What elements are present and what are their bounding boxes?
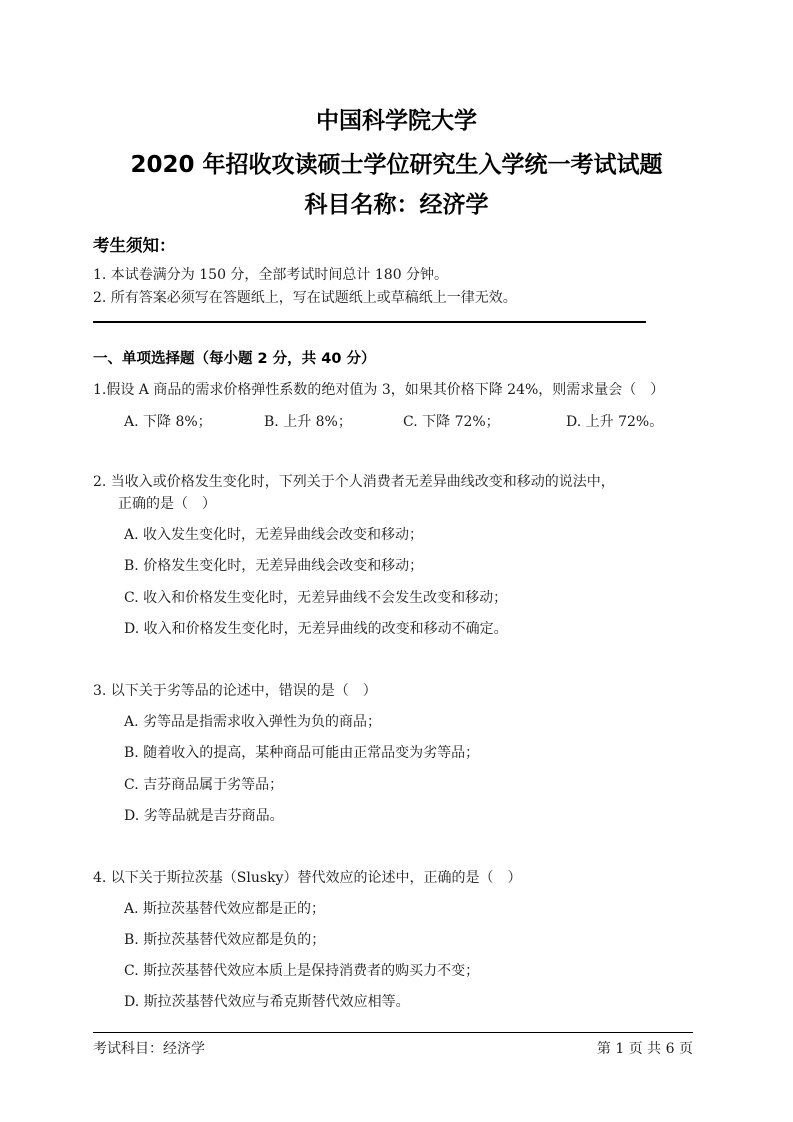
- university-title: 中国科学院大学: [316, 108, 477, 134]
- notice-item-2: 2. 所有答案必须写在答题纸上，写在试题纸上或草稿纸上一律无效。: [93, 290, 517, 306]
- question-1-stem: 1.假设 A 商品的需求价格弹性系数的绝对值为 3，如果其价格下降 24%，则需求量会（ ）: [93, 382, 665, 398]
- notice-item-1: 1. 本试卷满分为 150 分，全部考试时间总计 180 分钟。: [93, 267, 449, 283]
- question-2-stem-continued: 正确的是（ ）: [118, 496, 216, 512]
- question-2-option-c: C. 收入和价格发生变化时，无差异曲线不会发生改变和移动；: [124, 590, 508, 606]
- subject-title: 科目名称：经济学: [304, 192, 489, 218]
- exam-title: 2020 年招收攻读硕士学位研究生入学统一考试试题: [130, 152, 663, 178]
- footer-divider: [93, 1032, 693, 1033]
- question-2-option-d: D. 收入和价格发生变化时，无差异曲线的改变和移动不确定。: [124, 621, 508, 637]
- question-4-option-c: C. 斯拉茨基替代效应本质上是保持消费者的购买力不变；: [124, 963, 480, 979]
- question-3-stem: 3. 以下关于劣等品的论述中，错误的是（ ）: [93, 683, 377, 699]
- question-3-option-d: D. 劣等品就是吉芬商品。: [124, 808, 284, 824]
- question-2-stem: 2. 当收入或价格发生变化时，下列关于个人消费者无差异曲线改变和移动的说法中，: [93, 474, 615, 490]
- divider: [93, 321, 646, 323]
- question-1-option-c: C. 下降 72%；: [403, 414, 500, 430]
- footer-page-info: 第 1 页 共 6 页: [596, 1041, 693, 1057]
- question-1-option-d: D. 上升 72%。: [566, 414, 664, 430]
- question-3-option-c: C. 吉芬商品属于劣等品；: [124, 777, 284, 793]
- question-4-stem: 4. 以下关于斯拉茨基（Slusky）替代效应的论述中，正确的是（ ）: [93, 870, 522, 886]
- notice-title: 考生须知：: [93, 236, 176, 255]
- footer-subject: 考试科目：经济学: [93, 1041, 205, 1057]
- question-3-option-b: B. 随着收入的提高，某种商品可能由正常品变为劣等品；: [124, 745, 480, 761]
- question-1-option-a: A. 下降 8%；: [124, 414, 212, 430]
- section-title: 一、单项选择题（每小题 2 分，共 40 分）: [93, 351, 376, 367]
- question-1-option-b: B. 上升 8%；: [264, 414, 352, 430]
- question-3-option-a: A. 劣等品是指需求收入弹性为负的商品；: [124, 714, 382, 730]
- question-4-option-a: A. 斯拉茨基替代效应都是正的；: [124, 901, 326, 917]
- question-2-option-b: B. 价格发生变化时，无差异曲线会改变和移动；: [124, 558, 424, 574]
- question-4-option-b: B. 斯拉茨基替代效应都是负的；: [124, 932, 326, 948]
- question-4-option-d: D. 斯拉茨基替代效应与希克斯替代效应相等。: [124, 994, 410, 1010]
- question-2-option-a: A. 收入发生变化时，无差异曲线会改变和移动；: [124, 527, 424, 543]
